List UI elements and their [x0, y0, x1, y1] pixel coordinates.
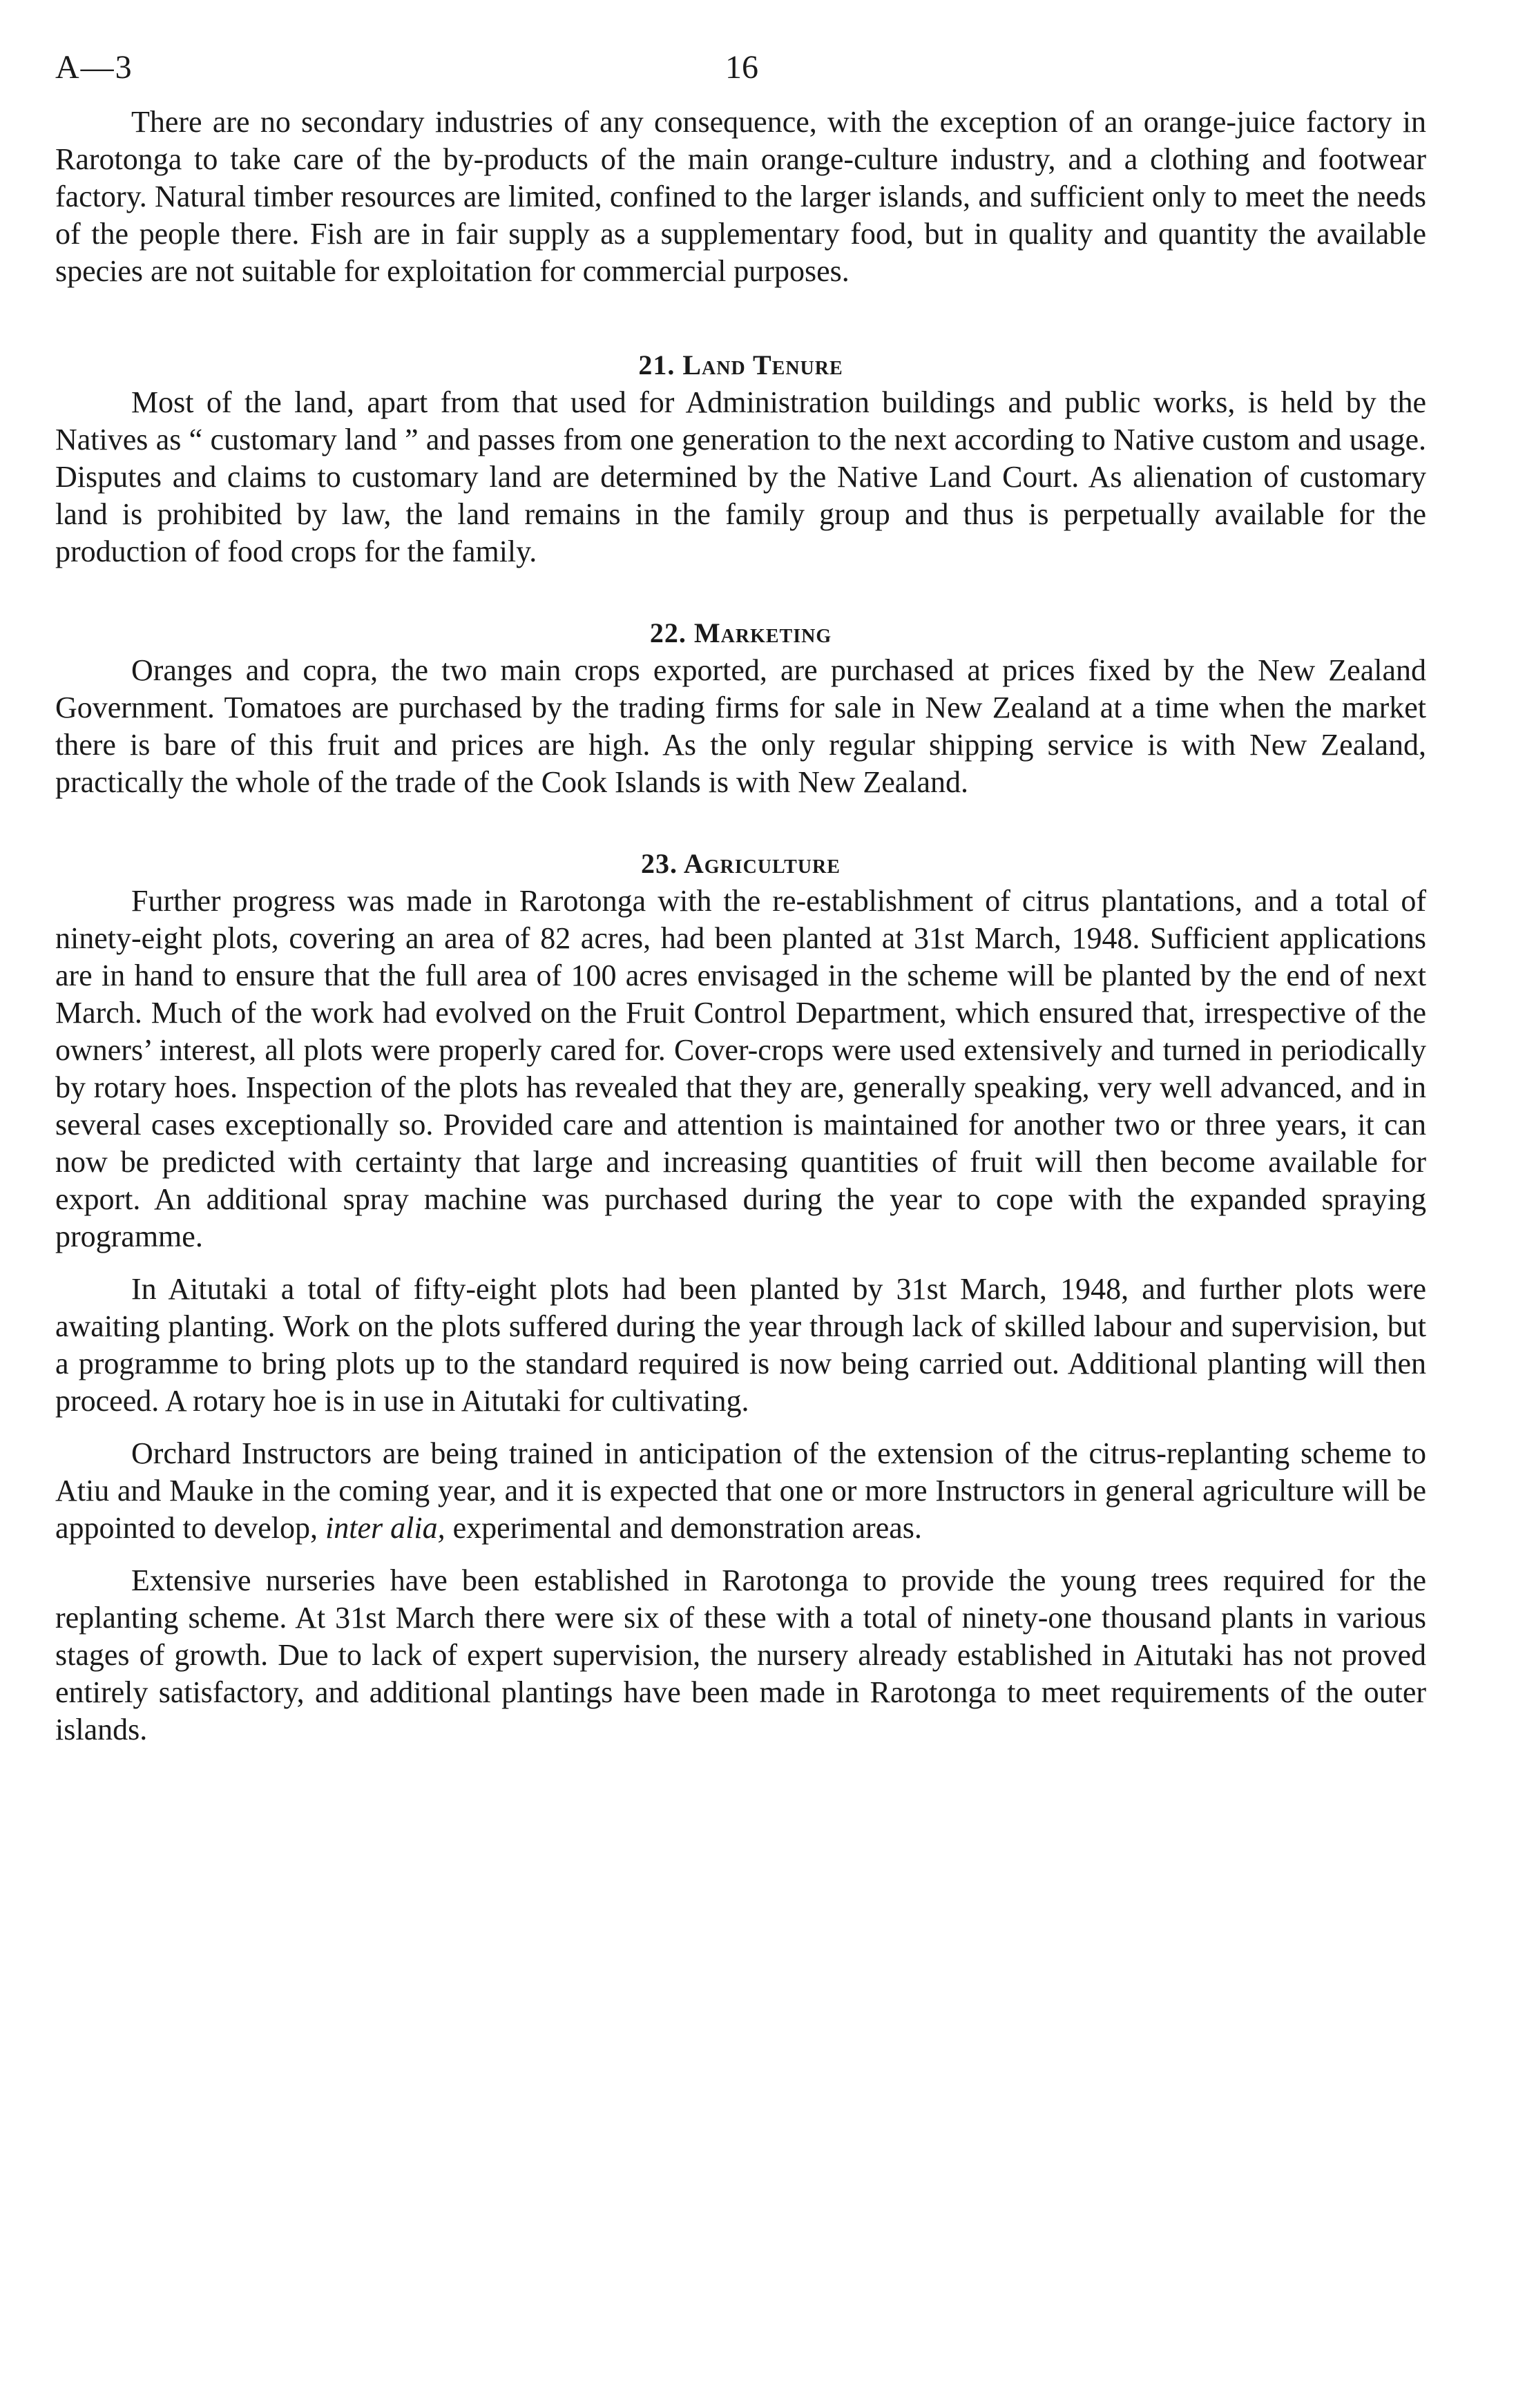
page-number: 16: [725, 49, 758, 86]
instructors-text-end: experimental and demonstration areas.: [452, 1511, 922, 1545]
italic-phrase: inter alia,: [325, 1511, 445, 1545]
document-page: [55, 48, 1426, 1749]
agriculture-paragraph-nurseries: Extensive nurseries have been established in Rarotonga to provide the young trees required for the replanting scheme. At 31st March there were six of these with a total of ninety-one thousand plants in various stages of growth. Due to lack of expert supervision, the nursery already established in Aitutaki has not proved entirely satisfactory, and additional plantings have been made in Rarotonga to meet requirements of the outer islands.: [55, 1563, 1426, 1746]
section-heading-marketing: 22. Marketing: [649, 617, 832, 648]
report-reference: A—3: [55, 49, 133, 86]
instructors-text-start: Orchard Instructors are being trained in anticipation of the extension of the citrus-replanting scheme to Atiu and Mauke in the coming year, and it is expected that one or more Instructors in general agriculture will be appointed to develop,: [55, 1436, 1426, 1545]
marketing-paragraph: Oranges and copra, the two main crops exported, are purchased at prices fixed by the New Zealand Government. Tomatoes are purchased by the trading firms for sale in New Zealand at a time when the market there is bare of this fruit and prices are high. As the only regular shipping service is with New Zealand, practically the whole of the trade of the Cook Islands is with New Zealand.: [55, 653, 1426, 799]
agriculture-paragraph-aitutaki: In Aitutaki a total of fifty-eight plots had been planted by 31st March, 1948, and further plots were awaiting planting. Work on the plots suffered during the year through lack of skilled labour and supervision, but a programme to bring plots up to the standard required is now being carried out. Additional planting will then proceed. A rotary hoe is in use in Aitutaki for cultivating.: [55, 1272, 1426, 1418]
section-heading-agriculture: 23. Agriculture: [641, 848, 841, 879]
agriculture-paragraph-rarotonga: Further progress was made in Rarotonga with the re-establishment of citrus plantations, and a total of ninety-eight plots, covering an area of 82 acres, had been planted at 31st March, 1948. Sufficient applications are in hand to ensure that the full area of 100 acres envisaged in the scheme will be planted by the end of next March. Much of the work had evolved on the Fruit Control Department, which ensured that, irrespective of the owners’ interest, all plots were properly cared for. Cover-crops were used extensively and turned in periodically by rotary hoes. Inspection of the plots has revealed that they are, generally speaking, very well advanced, and in several cases exceptionally so. Provided care and attention is maintained for another two or three years, it can now be predicted with certainty that large and increasing quantities of fruit will then become available for export. An additional spray machine was purchased during the year to cope with the expanded spraying programme.: [55, 884, 1426, 1253]
running-header: [55, 48, 1426, 104]
intro-paragraph: There are no secondary industries of any consequence, with the exception of an orange-juice factory in Rarotonga to take care of the by-products of the main orange-culture industry, and a clothing and footwear factory. Natural timber resources are limited, confined to the larger islands, and sufficient only to meet the needs of the people there. Fish are in fair supply as a supplementary food, but in quality and quantity the available species are not suitable for exploitation for commercial purposes.: [55, 105, 1426, 288]
land-tenure-paragraph: Most of the land, apart from that used for Administration buildings and public works, is held by the Natives as “ customary land ” and passes from one generation to the next according to Native custom and usage. Disputes and claims to customary land are determined by the Native Land Court. As alienation of customary land is prohibited by law, the land remains in the family group and thus is perpetually available for the production of food crops for the family.: [55, 385, 1426, 568]
section-heading-land-tenure: 21. Land Tenure: [638, 349, 843, 381]
agriculture-paragraph-instructors: [55, 1435, 1426, 1547]
